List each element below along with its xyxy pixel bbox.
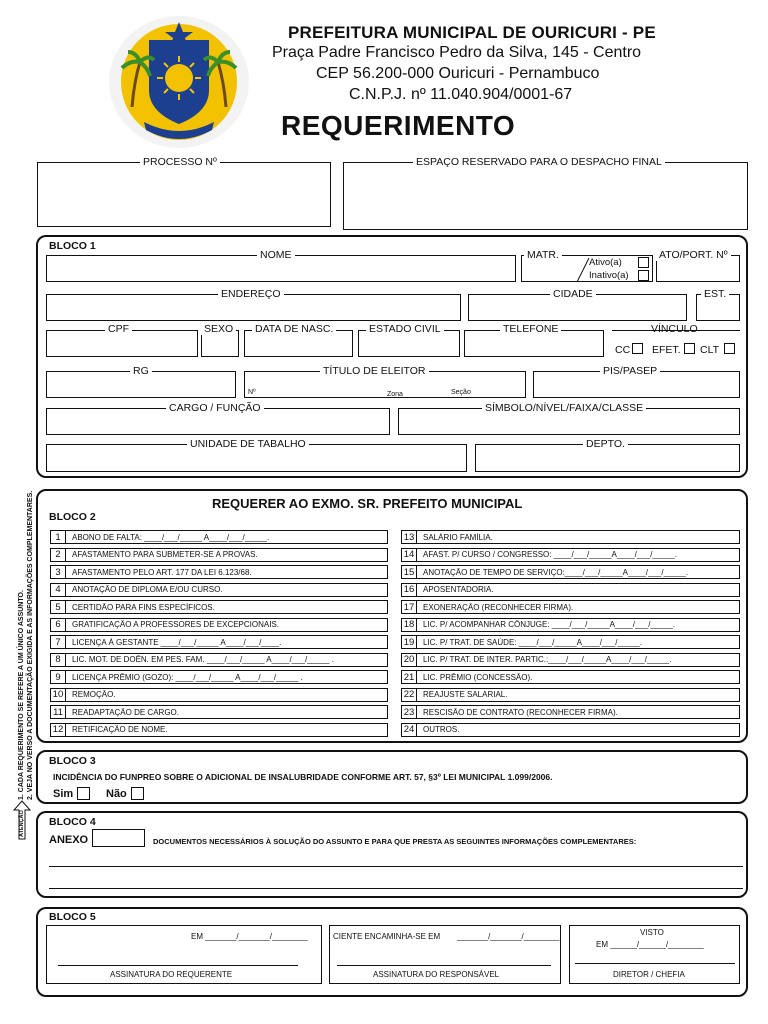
- request-option-text: CERTIDÃO PARA FINS ESPECÍFICOS.: [72, 602, 215, 612]
- request-option-number: 7: [51, 636, 66, 648]
- request-option-3[interactable]: [50, 565, 388, 579]
- request-option-10[interactable]: [50, 688, 388, 702]
- bloco2-title: BLOCO 2: [49, 511, 96, 523]
- prefecture-title: PREFEITURA MUNICIPAL DE OURICURI - PE: [288, 23, 656, 42]
- clt-label: CLT: [700, 344, 720, 356]
- depto-label: DEPTO.: [583, 438, 628, 450]
- request-option-14[interactable]: [401, 548, 740, 562]
- request-option-number: 5: [51, 601, 66, 613]
- request-option-text: AFASTAMENTO PARA SUBMETER-SE A PROVAS.: [72, 550, 258, 559]
- request-option-number: 13: [402, 531, 417, 543]
- requerente-sign-line[interactable]: [58, 965, 298, 966]
- vinculo-line: [612, 330, 740, 331]
- bloco5-title: BLOCO 5: [49, 911, 96, 923]
- vinculo-label: VÍNCULO: [648, 323, 701, 335]
- request-option-text: APOSENTADORIA.: [423, 585, 494, 594]
- request-option-number: 9: [51, 671, 66, 683]
- endereco-label: ENDEREÇO: [218, 288, 284, 300]
- cargo-label: CARGO / FUNÇÃO: [166, 402, 264, 414]
- request-option-number: 17: [402, 601, 417, 613]
- despacho-field[interactable]: [343, 162, 748, 230]
- request-option-18[interactable]: [401, 618, 740, 632]
- request-option-number: 10: [51, 689, 66, 701]
- request-option-text: LIC. P/ TRAT. DE SAÚDE: ____/___/_____A____/___/_____.: [423, 637, 642, 647]
- request-option-text: SALÁRIO FAMÍLIA.: [423, 532, 493, 542]
- request-option-text: LIC. MOT. DE DOÊN. EM PES. FAM. ____/___/_____ A____/___/_____ .: [72, 655, 334, 664]
- side-note-line2: 2. VEJA NO VERSO A DOCUMENTAÇÃO EXIGIDA E AS INFORMAÇÕES COMPLEMENTARES.: [27, 490, 34, 800]
- request-option-text: LIC. PRÊMIO (CONCESSÃO).: [423, 672, 533, 682]
- request-option-7[interactable]: [50, 635, 388, 649]
- anexo-label: ANEXO: [49, 834, 89, 846]
- request-option-text: READAPTAÇÃO DE CARGO.: [72, 707, 179, 717]
- nasc-label: DATA DE NASC.: [252, 323, 336, 335]
- request-option-number: 1: [51, 531, 66, 543]
- request-option-number: 20: [402, 654, 417, 666]
- request-option-22[interactable]: [401, 688, 740, 702]
- request-option-17[interactable]: [401, 600, 740, 614]
- pis-label: PIS/PASEP: [600, 365, 660, 377]
- request-option-text: LIC. P/ TRAT. DE INTER. PARTIC.:____/___/_____A____/___/_____.: [423, 655, 672, 664]
- attention-label: ATENÇÃO: [19, 810, 25, 837]
- complementary-line-2[interactable]: [49, 888, 743, 889]
- request-option-text: REMOÇÃO.: [72, 690, 116, 699]
- municipal-seal: [104, 12, 254, 152]
- request-option-text: REAJUSTE SALARIAL.: [423, 690, 508, 699]
- chefia-date[interactable]: EM ______/______/________: [596, 940, 704, 949]
- request-option-number: 14: [402, 549, 417, 561]
- document-title: REQUERIMENTO: [281, 110, 516, 141]
- request-option-number: 15: [402, 566, 417, 578]
- bloco4-text: DOCUMENTOS NECESSÁRIOS À SOLUÇÃO DO ASSUNTO E PARA QUE PRESTA AS SEGUINTES INFORMAÇÕES COMPLEMENTARES:: [153, 837, 637, 846]
- bloco4-title: BLOCO 4: [49, 816, 96, 828]
- request-option-text: RETIFICAÇÃO DE NOME.: [72, 725, 168, 734]
- sim-checkbox[interactable]: [77, 787, 90, 800]
- nome-label: NOME: [257, 249, 295, 261]
- despacho-label: ESPAÇO RESERVADO PARA O DESPACHO FINAL: [413, 156, 665, 168]
- nao-checkbox[interactable]: [131, 787, 144, 800]
- request-option-number: 16: [402, 584, 417, 596]
- request-option-24[interactable]: [401, 723, 740, 737]
- request-option-number: 8: [51, 654, 66, 666]
- inativo-label: Inativo(a): [589, 270, 629, 281]
- efet-label: EFET.: [652, 344, 681, 356]
- address-line: Praça Padre Francisco Pedro da Silva, 145 - Centro: [272, 44, 642, 61]
- chefia-sign-line[interactable]: [575, 963, 735, 964]
- request-option-16[interactable]: [401, 583, 740, 597]
- request-option-text: ABONO DE FALTA: ____/___/_____ A____/___/_____.: [72, 532, 270, 542]
- cc-checkbox[interactable]: [632, 343, 643, 354]
- request-option-number: 21: [402, 671, 417, 683]
- matr-label: MATR.: [524, 249, 562, 261]
- rg-label: RG: [130, 365, 152, 377]
- requerente-date[interactable]: EM _______/_______/________: [191, 932, 308, 941]
- responsavel-date[interactable]: _______/_______/________: [457, 932, 560, 941]
- request-option-12[interactable]: [50, 723, 388, 737]
- efet-checkbox[interactable]: [684, 343, 695, 354]
- civil-label: ESTADO CIVIL: [366, 323, 444, 335]
- request-option-number: 23: [402, 706, 417, 718]
- nao-label: Não: [106, 788, 127, 800]
- request-option-text: ANOTAÇÃO DE TEMPO DE SERVIÇO:____/___/_____A____/___/_____.: [423, 567, 689, 577]
- bloco3-text: INCIDÊNCIA DO FUNPREO SOBRE O ADICIONAL DE INSALUBRIDADE CONFORME ART. 57, §3º LEI MUNICIPAL 1.099/2006.: [53, 772, 553, 782]
- request-option-number: 18: [402, 619, 417, 631]
- request-option-number: 12: [51, 724, 66, 736]
- simbolo-label: SÍMBOLO/NÍVEL/FAIXA/CLASSE: [482, 402, 646, 414]
- titulo-secao-label: Seção: [451, 389, 471, 396]
- request-option-19[interactable]: [401, 635, 740, 649]
- request-option-number: 3: [51, 566, 66, 578]
- request-option-number: 6: [51, 619, 66, 631]
- request-option-number: 4: [51, 584, 66, 596]
- request-option-text: EXONERAÇÃO (RECONHECER FIRMA).: [423, 602, 574, 612]
- complementary-line-1[interactable]: [49, 866, 743, 867]
- cc-label: CC: [615, 344, 631, 356]
- side-note-line1: 1. CADA REQUERIMENTO SE REFERE A UM ÚNICO ASSUNTO.: [18, 590, 25, 800]
- responsavel-sign-label: ASSINATURA DO RESPONSÁVEL: [373, 970, 500, 979]
- bloco2-heading: REQUERER AO EXMO. SR. PREFEITO MUNICIPAL: [212, 496, 523, 511]
- request-option-text: LIC. P/ ACOMPANHAR CÔNJUGE: ____/___/_____A____/___/_____.: [423, 620, 675, 629]
- ativo-label: Ativo(a): [589, 257, 622, 268]
- request-option-4[interactable]: [50, 583, 388, 597]
- request-option-5[interactable]: [50, 600, 388, 614]
- request-option-text: AFASTAMENTO PELO ART. 177 DA LEI 6.123/68.: [72, 567, 252, 577]
- bloco3-title: BLOCO 3: [49, 755, 96, 767]
- request-option-11[interactable]: [50, 705, 388, 719]
- request-option-number: 24: [402, 724, 417, 736]
- request-option-23[interactable]: [401, 705, 740, 719]
- unidade-label: UNIDADE DE TABALHO: [187, 438, 309, 450]
- requerente-sign-label: ASSINATURA DO REQUERENTE: [110, 970, 233, 979]
- telefone-label: TELEFONE: [500, 323, 561, 335]
- request-option-number: 19: [402, 636, 417, 648]
- titulo-n-label: Nº: [248, 389, 256, 396]
- request-option-text: AFAST. P/ CURSO / CONGRESSO: ____/___/_____A____/___/_____.: [423, 550, 677, 559]
- request-option-9[interactable]: [50, 670, 388, 684]
- cidade-label: CIDADE: [550, 288, 596, 300]
- bloco4-panel: [36, 811, 748, 898]
- titulo-zona-label: Zona: [387, 391, 403, 398]
- ato-label: ATO/PORT. Nº: [656, 249, 731, 261]
- sim-label: Sim: [53, 788, 74, 800]
- anexo-field[interactable]: [92, 829, 145, 847]
- est-label: EST.: [701, 288, 729, 300]
- request-option-text: LICENÇA À GESTANTE ____/___/_____ A____/___/____.: [72, 637, 282, 647]
- request-option-text: GRATIFICAÇÃO A PROFESSORES DE EXCEPCIONAIS.: [72, 620, 280, 629]
- responsavel-sign-line[interactable]: [337, 965, 551, 966]
- request-option-6[interactable]: [50, 618, 388, 632]
- request-option-text: ANOTAÇÃO DE DIPLOMA E/OU CURSO.: [72, 585, 223, 594]
- inativo-checkbox[interactable]: [638, 270, 649, 281]
- cep-line: CEP 56.200-000 Ouricuri - Pernambuco: [316, 65, 600, 82]
- clt-checkbox[interactable]: [724, 343, 735, 354]
- processo-field[interactable]: [37, 162, 331, 227]
- request-option-text: OUTROS.: [423, 725, 460, 734]
- request-option-15[interactable]: [401, 565, 740, 579]
- cnpj-line: C.N.P.J. nº 11.040.904/0001-67: [349, 86, 573, 103]
- request-option-2[interactable]: [50, 548, 388, 562]
- request-option-8[interactable]: [50, 653, 388, 667]
- bloco1-title: BLOCO 1: [49, 240, 96, 252]
- request-option-number: 11: [51, 706, 66, 718]
- request-option-1[interactable]: [50, 530, 388, 544]
- request-option-13[interactable]: [401, 530, 740, 544]
- titulo-label: TÍTULO DE ELEITOR: [320, 365, 429, 377]
- processo-label: PROCESSO Nº: [140, 156, 220, 168]
- request-option-21[interactable]: [401, 670, 740, 684]
- ativo-checkbox[interactable]: [638, 257, 649, 268]
- request-option-20[interactable]: [401, 653, 740, 667]
- chefia-sign-label: DIRETOR / CHEFIA: [613, 970, 685, 979]
- ciente-label: CIENTE ENCAMINHA-SE EM: [333, 932, 441, 941]
- request-option-number: 22: [402, 689, 417, 701]
- request-option-number: 2: [51, 549, 66, 561]
- cpf-label: CPF: [105, 323, 132, 335]
- visto-label: VISTO: [640, 928, 664, 937]
- request-option-text: RESCISÃO DE CONTRATO (RECONHECER FIRMA).: [423, 707, 618, 717]
- request-option-text: LICENÇA PRÊMIO (GOZO): ____/___/_____ A____/___/_____ .: [72, 672, 303, 682]
- sexo-label: SEXO: [201, 323, 236, 335]
